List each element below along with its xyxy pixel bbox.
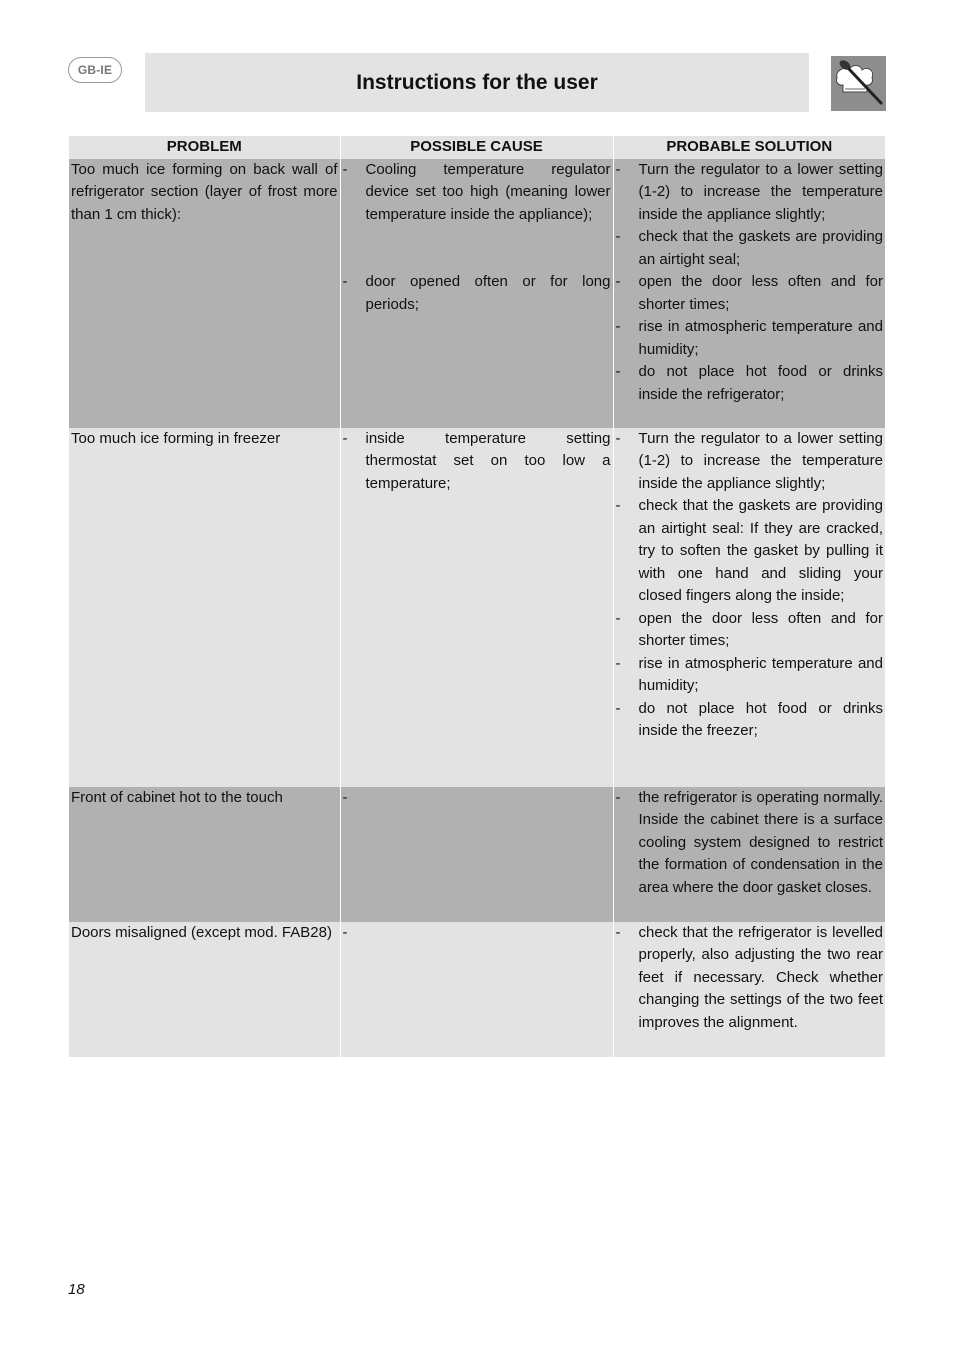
solution-item: - open the door less often and for shorter times; bbox=[615, 273, 883, 313]
solution-item: - check that the gaskets are providing an airtight seal; bbox=[615, 228, 883, 268]
cause-item: - bbox=[342, 923, 348, 941]
solution-cell bbox=[613, 159, 885, 428]
table-row bbox=[69, 159, 885, 428]
chef-hat-spoon-icon bbox=[831, 56, 886, 111]
table-row bbox=[69, 787, 885, 922]
solution-item: - do not place hot food or drinks inside the freezer; bbox=[615, 699, 883, 739]
solution-item: - rise in atmospheric temperature and humidity; bbox=[615, 318, 883, 358]
problem-cell: Doors misaligned (except mod. FAB28) bbox=[69, 922, 340, 1057]
cause-item: - bbox=[342, 788, 348, 806]
solution-item: - the refrigerator is operating normally. Inside the cabinet there is a surface cooling system designed to restrict the formation of condensation in the area where the door gasket closes. bbox=[615, 788, 883, 896]
troubleshooting-table bbox=[69, 136, 885, 1057]
solution-item: - open the door less often and for shorter times; bbox=[615, 609, 883, 649]
cause-item: - Cooling temperature regulator device set too high (meaning lower temperature inside the appliance); bbox=[342, 160, 611, 223]
cause-cell bbox=[340, 922, 613, 1057]
solution-cell bbox=[613, 922, 885, 1057]
language-badge: GB-IE bbox=[68, 57, 122, 83]
column-header-cause: POSSIBLE CAUSE bbox=[340, 136, 613, 159]
list-dash: - bbox=[342, 273, 348, 290]
page-number: 18 bbox=[68, 1281, 85, 1298]
table-header-row bbox=[69, 136, 885, 159]
page-header bbox=[145, 53, 809, 112]
solution-item: - rise in atmospheric temperature and humidity; bbox=[615, 654, 883, 694]
problem-cell: Front of cabinet hot to the touch bbox=[69, 787, 340, 922]
table-row bbox=[69, 428, 885, 787]
list-dash: - bbox=[342, 160, 348, 178]
page-title: Instructions for the user bbox=[356, 70, 598, 94]
cause-item: - door opened often or for long periods; bbox=[342, 273, 611, 313]
column-header-solution: PROBABLE SOLUTION bbox=[613, 136, 885, 159]
cause-cell bbox=[340, 787, 613, 922]
cause-item: - inside temperature setting thermostat set on too low a temperature; bbox=[342, 429, 611, 492]
solution-item: - do not place hot food or drinks inside the refrigerator; bbox=[615, 363, 883, 403]
solution-cell bbox=[613, 787, 885, 922]
solution-item: - Turn the regulator to a lower setting (1-2) to increase the temperature inside the appliance slightly; bbox=[615, 160, 883, 223]
problem-cell: Too much ice forming in freezer bbox=[69, 428, 340, 787]
cause-cell bbox=[340, 159, 613, 428]
problem-cell: Too much ice forming on back wall of refrigerator section (layer of frost more than 1 cm thick): bbox=[69, 159, 340, 428]
cause-cell bbox=[340, 428, 613, 787]
solution-item: - Turn the regulator to a lower setting (1-2) to increase the temperature inside the appliance slightly; bbox=[615, 429, 883, 492]
solution-item: - check that the refrigerator is levelled properly, also adjusting the two rear feet if necessary. Check whether changing the settings of the two feet improves the alignment. bbox=[615, 923, 883, 1031]
solution-cell bbox=[613, 428, 885, 787]
column-header-problem: PROBLEM bbox=[69, 136, 340, 159]
table-row bbox=[69, 922, 885, 1057]
solution-item: - check that the gaskets are providing an airtight seal: If they are cracked, try to soften the gasket by pulling it with one hand and sliding your closed fingers along the inside; bbox=[615, 497, 883, 604]
